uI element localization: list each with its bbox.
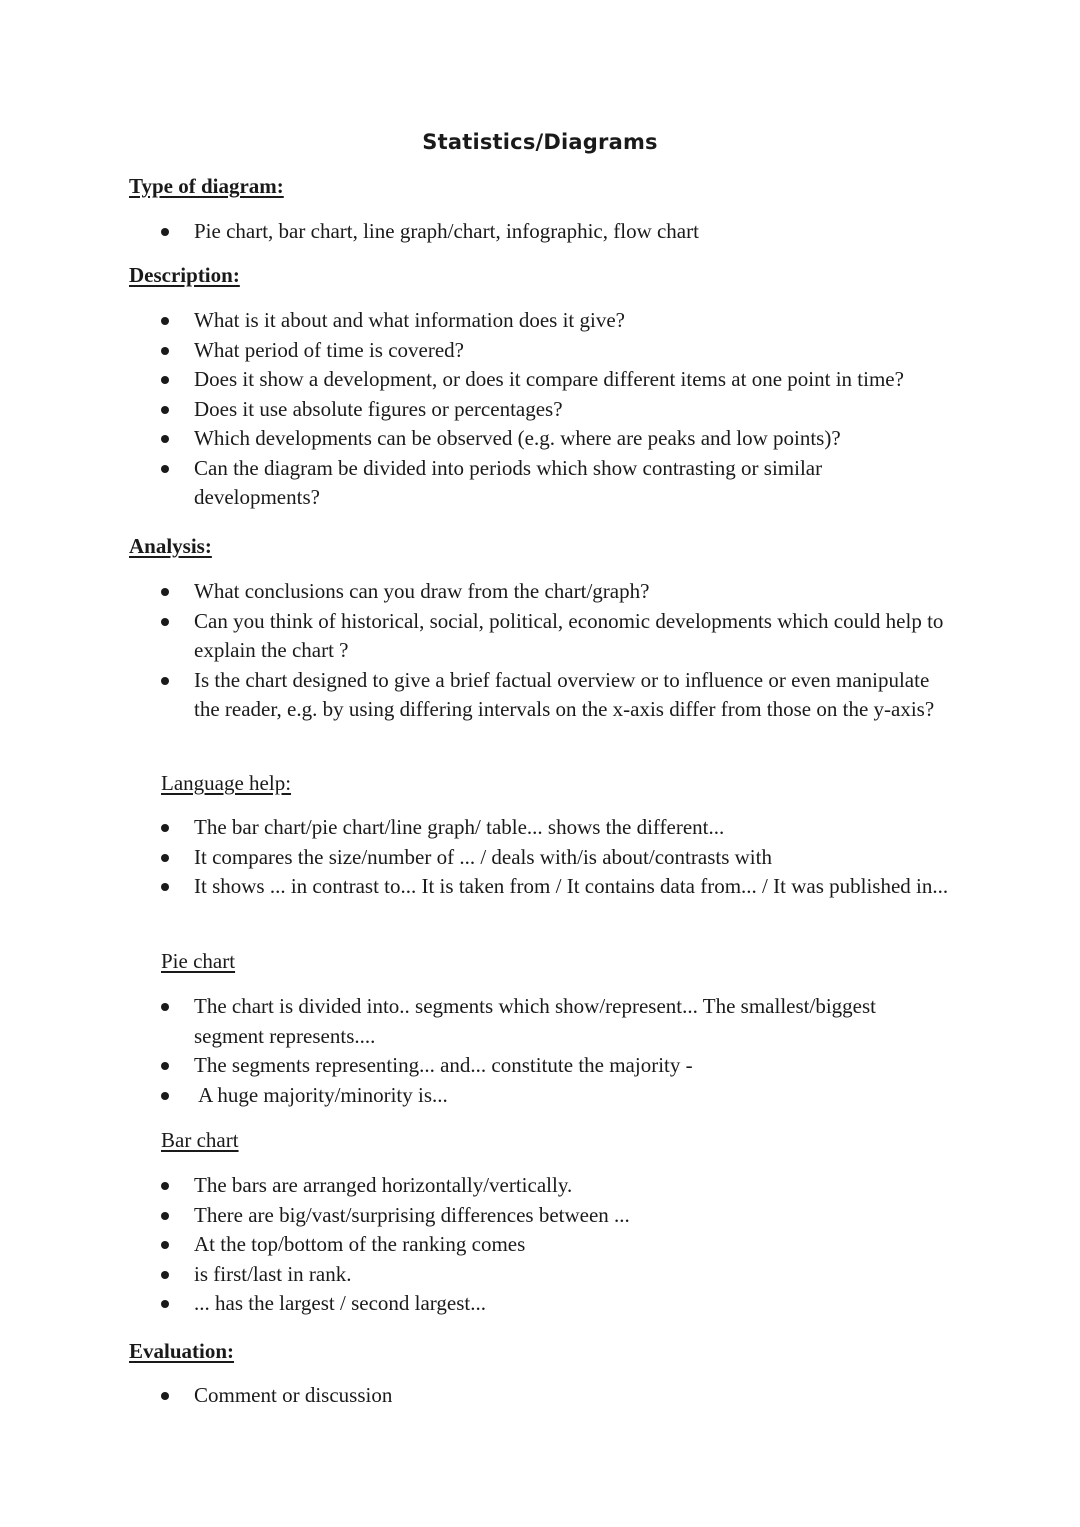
list-item: The chart is divided into.. segments which show/represent... The smallest/biggest segment represents....: [0, 992, 1080, 1051]
subheading-language-help: Language help:: [161, 771, 292, 795]
list-pie-chart: [0, 992, 1080, 1110]
list-item: What conclusions can you draw from the chart/graph?: [0, 577, 1080, 607]
bullet-icon: [161, 347, 169, 355]
heading-analysis: Analysis:: [129, 534, 212, 558]
list-item: Is the chart designed to give a brief factual overview or to influence or even manipulate the reader, e.g. by using differing intervals on the x-axis differ from those on the y-axis?: [0, 666, 1080, 725]
list-analysis: [0, 577, 1080, 725]
list-item: The bars are arranged horizontally/vertically.: [0, 1171, 1080, 1201]
page-title: Statistics/Diagrams: [422, 130, 658, 154]
heading-evaluation: Evaluation:: [129, 1339, 235, 1363]
bullet-icon: [161, 854, 169, 862]
list-type-of-diagram: [0, 217, 1080, 247]
list-evaluation: [0, 1381, 1080, 1411]
list-item: The bar chart/pie chart/line graph/ table... shows the different...: [0, 813, 1080, 843]
list-item: Can you think of historical, social, political, economic developments which could help to explain the chart ?: [0, 607, 1080, 666]
bullet-icon: [161, 228, 169, 236]
subheading-bar-chart: Bar chart: [161, 1128, 239, 1152]
list-item: What is it about and what information does it give?: [0, 306, 1080, 336]
bullet-icon: [161, 1212, 169, 1220]
list-item: Comment or discussion: [0, 1381, 1080, 1411]
bullet-icon: [161, 317, 169, 325]
heading-type-of-diagram: Type of diagram:: [129, 174, 284, 198]
list-item: Does it use absolute figures or percentages?: [0, 395, 1080, 425]
list-item: Does it show a development, or does it compare different items at one point in time?: [0, 365, 1080, 395]
bullet-icon: [161, 376, 169, 384]
list-item: It shows ... in contrast to... It is taken from / It contains data from... / It was published in...: [0, 872, 1080, 902]
subheading-pie-chart: Pie chart: [161, 949, 236, 973]
list-item: At the top/bottom of the ranking comes: [0, 1230, 1080, 1260]
bullet-icon: [161, 618, 169, 626]
list-item: Which developments can be observed (e.g. where are peaks and low points)?: [0, 424, 1080, 454]
bullet-icon: [161, 1271, 169, 1279]
list-item: is first/last in rank.: [0, 1260, 1080, 1290]
list-item: Can the diagram be divided into periods which show contrasting or similar developments?: [0, 454, 1080, 513]
bullet-icon: [161, 588, 169, 596]
bullet-icon: [161, 435, 169, 443]
bullet-icon: [161, 677, 169, 685]
bullet-icon: [161, 1003, 169, 1011]
list-item: Pie chart, bar chart, line graph/chart, infographic, flow chart: [0, 217, 1080, 247]
bullet-icon: [161, 1062, 169, 1070]
bullet-icon: [161, 1092, 169, 1100]
list-description: [0, 306, 1080, 513]
list-item: What period of time is covered?: [0, 336, 1080, 366]
bullet-icon: [161, 883, 169, 891]
list-item: The segments representing... and... constitute the majority -: [0, 1051, 1080, 1081]
list-language-help: [0, 813, 1080, 902]
bullet-icon: [161, 1392, 169, 1400]
heading-description: Description:: [129, 263, 240, 287]
list-item: It compares the size/number of ... / deals with/is about/contrasts with: [0, 843, 1080, 873]
list-bar-chart: [0, 1171, 1080, 1319]
list-item: A huge majority/minority is...: [0, 1081, 1080, 1111]
list-item: ... has the largest / second largest...: [0, 1289, 1080, 1319]
list-item: There are big/vast/surprising differences between ...: [0, 1201, 1080, 1231]
bullet-icon: [161, 1300, 169, 1308]
bullet-icon: [161, 824, 169, 832]
bullet-icon: [161, 465, 169, 473]
bullet-icon: [161, 406, 169, 414]
bullet-icon: [161, 1241, 169, 1249]
bullet-icon: [161, 1182, 169, 1190]
